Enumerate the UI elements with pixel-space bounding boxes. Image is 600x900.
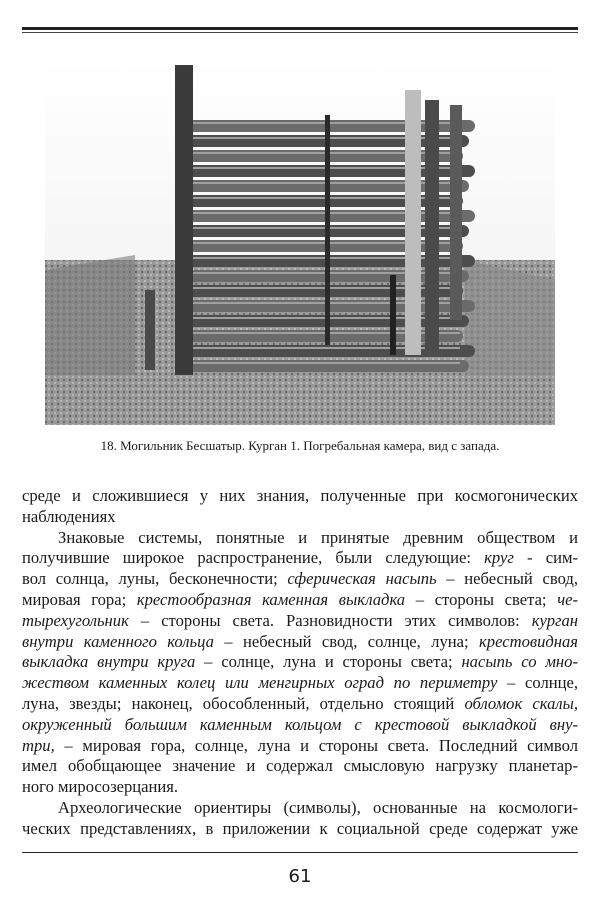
log	[185, 285, 463, 297]
text-segment: наблюдениях	[22, 506, 116, 526]
italic-term: курган	[531, 610, 578, 630]
italic-term: окруженный большим каменным кольцом с крестовой выкладкой вну-	[22, 714, 578, 734]
body-text	[22, 486, 578, 840]
text-line	[22, 486, 578, 507]
log-highlight	[190, 362, 460, 364]
italic-term: обломок скалы,	[464, 693, 578, 713]
text-line	[22, 632, 578, 653]
text-line	[22, 590, 578, 611]
italic-term: насыпь со мно-	[461, 652, 578, 672]
header-rule	[22, 27, 578, 30]
italic-term: круг	[484, 548, 514, 568]
italic-term: внутри каменного кольца	[22, 631, 214, 651]
figure-caption: 18. Могильник Бесшатыр. Курган 1. Погребальная камера, вид с запада.	[100, 438, 500, 453]
text-segment: – солнце, луна и стороны света;	[195, 652, 462, 672]
text-line	[22, 652, 578, 673]
text-line	[22, 694, 578, 715]
page-number: 61	[288, 866, 312, 887]
text-segment: Знаковые системы, понятные и принятые древним обществом и	[58, 527, 578, 547]
text-line	[22, 756, 578, 777]
text-segment: мировая гора;	[22, 589, 137, 609]
log	[185, 330, 463, 342]
text-segment: вол солнца, луны, бесконечности;	[22, 569, 288, 589]
text-line	[22, 528, 578, 549]
text-segment: Археологические ориентиры (символы), основанные на космологи-	[58, 797, 578, 817]
text-segment: – мировая гора, солнце, луна и стороны света. Последний символ	[54, 735, 578, 755]
text-line	[22, 798, 578, 819]
text-segment: – стороны света. Разновидности этих символов:	[128, 610, 532, 630]
text-segment: - сим-	[513, 548, 578, 568]
log	[185, 150, 463, 162]
italic-term: че-	[557, 589, 578, 609]
italic-term: крестовидная	[479, 631, 579, 651]
text-line	[22, 819, 578, 840]
text-line	[22, 777, 578, 798]
text-segment: – небесный свод,	[436, 569, 579, 589]
log	[185, 195, 463, 207]
italic-term: сферическая насыпь	[287, 569, 437, 589]
text-segment: ного миросозерцания.	[22, 777, 179, 797]
text-segment: получившие широкое распространение, были следующие:	[22, 548, 485, 568]
text-segment: луна, звезды; наконец, обособленный, отдельно стоящий	[22, 693, 465, 713]
italic-term: жеством каменных колец или менгирных оград по периметру	[22, 673, 498, 693]
text-segment: – стороны света;	[405, 589, 558, 609]
text-line	[22, 673, 578, 694]
burial-chamber-photo	[45, 60, 555, 425]
text-line	[22, 611, 578, 632]
italic-term: крестообразная каменная выкладка	[136, 589, 406, 609]
text-line	[22, 715, 578, 736]
text-line	[22, 507, 578, 528]
text-segment: среде и сложившиеся у них знания, полученные при космогонических	[22, 486, 578, 505]
text-segment: ческих представлениях, в приложении к социальной среде содержат уже	[22, 818, 578, 838]
text-segment: имел обобщающее значение и содержал смысловую нагрузку планетар-	[22, 756, 578, 776]
italic-term: тырехугольник	[22, 610, 129, 630]
text-segment: – небесный свод, солнце, луна;	[213, 631, 480, 651]
italic-term: три,	[22, 735, 55, 755]
log	[185, 240, 463, 252]
text-line	[22, 736, 578, 757]
text-line	[22, 569, 578, 590]
text-segment: – солнце,	[497, 673, 579, 693]
header-rule-thin	[22, 32, 578, 33]
italic-term: выкладка внутри круга	[22, 652, 196, 672]
log	[185, 360, 469, 372]
footer-rule	[22, 852, 578, 853]
text-line	[22, 548, 578, 569]
